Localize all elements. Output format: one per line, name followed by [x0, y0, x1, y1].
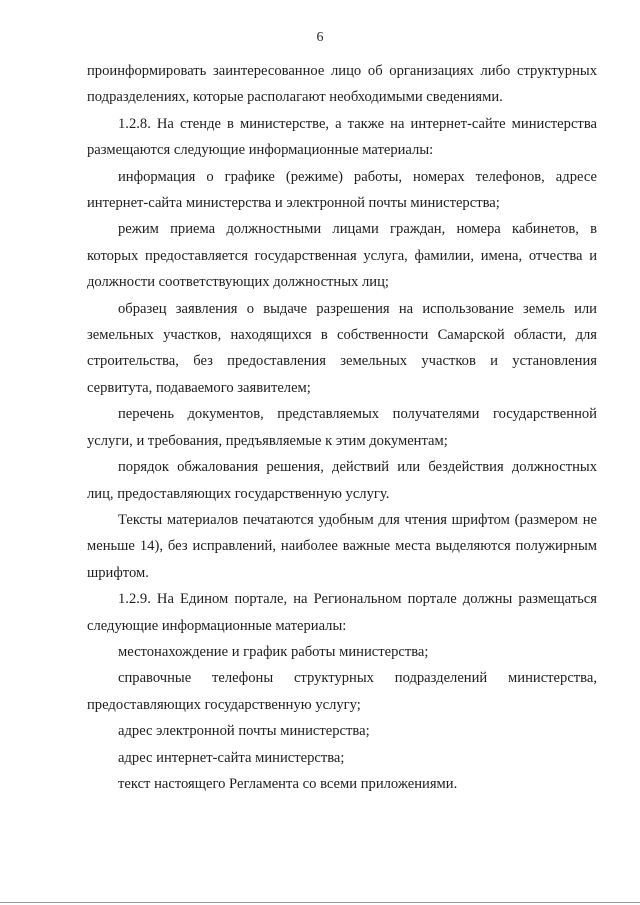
list-item-website-address: адрес интернет-сайта министерства;: [118, 749, 345, 766]
paragraph-font-requirements: Тексты материалов печатаются удобным для чтения шрифтом (размером не меньше 14), без исправлений, наиболее важные места выделяются полужирным шрифтом.: [87, 511, 597, 581]
list-item-document-list: перечень документов, представляемых получателями государственной услуги, и требования, предъявляемые к этим документам;: [87, 406, 597, 449]
page-number: 6: [316, 30, 324, 45]
list-item-reference-phones: справочные телефоны структурных подразделений министерства, предоставляющих государственную услугу;: [87, 670, 597, 713]
paragraph-1-2-8-heading: 1.2.8. На стенде в министерстве, а также на интернет-сайте министерства размещаются следующие информационные материалы:: [87, 115, 597, 159]
list-item-application-sample: образец заявления о выдаче разрешения на использование земель или земельных участков, находящихся в собственности Самарской области, для строительства, без предоставления земельных участков и установления сервитута, подаваемого заявителем;: [87, 300, 597, 396]
list-item-location-schedule: местонахождение и график работы министерства;: [118, 643, 429, 660]
list-item-regulation-text: текст настоящего Регламента со всеми приложениями.: [118, 775, 458, 792]
paragraph-1-2-9-heading: 1.2.9. На Едином портале, на Региональном портале должны размещаться следующие информационные материалы:: [87, 591, 597, 634]
list-item-email-address: адрес электронной почты министерства;: [118, 723, 370, 740]
document-body: [87, 58, 597, 797]
list-item-appeal-procedure: порядок обжалования решения, действий или бездействия должностных лиц, предоставляющих государственную услугу.: [87, 459, 597, 502]
paragraph-continuation: проинформировать заинтересованное лицо об организациях либо структурных подразделениях, которые располагают необходимыми сведениями.: [87, 63, 597, 106]
page-bottom-edge: [0, 902, 640, 903]
list-item-schedule-info: информация о графике (режиме) работы, номерах телефонов, адресе интернет-сайта министерства и электронной почты министерства;: [87, 168, 597, 212]
list-item-reception-mode: режим приема должностными лицами граждан, номера кабинетов, в которых предоставляется государственная услуга, фамилии, имена, отчества и должности соответствующих должностных лиц;: [87, 221, 597, 291]
